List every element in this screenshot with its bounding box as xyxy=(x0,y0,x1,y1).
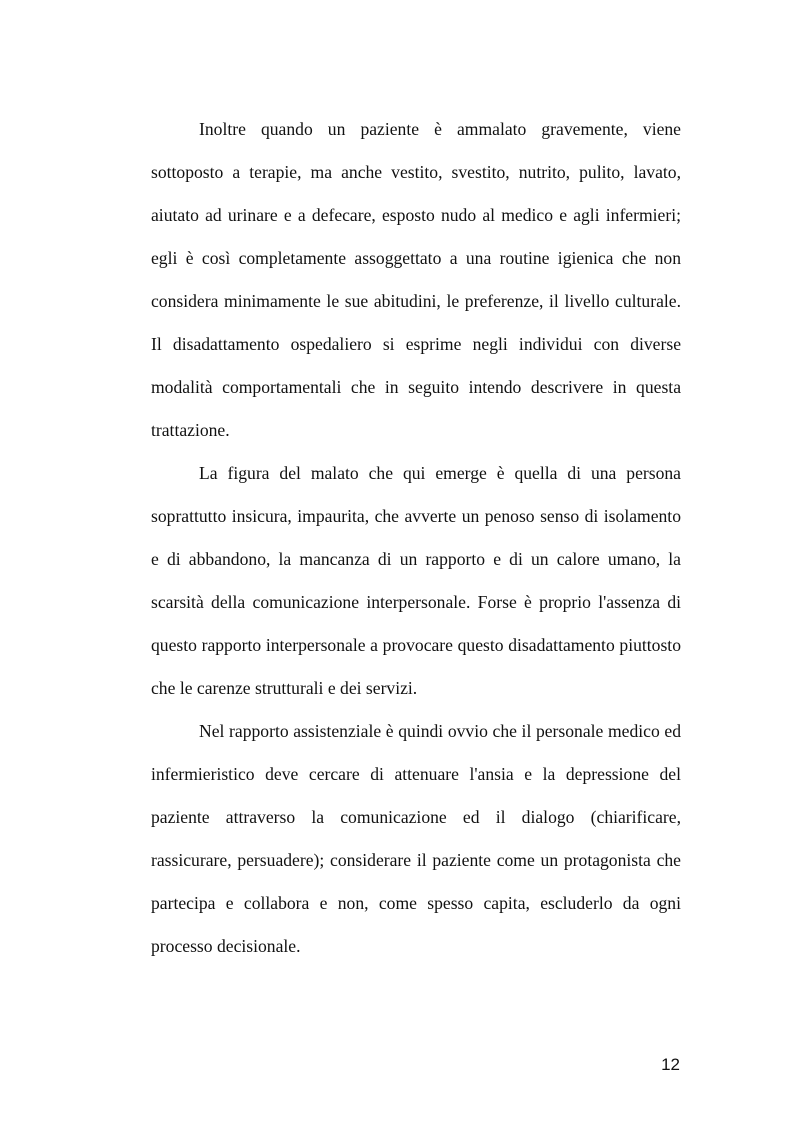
paragraph-1: Inoltre quando un paziente è ammalato gravemente, viene sottoposto a terapie, ma anche vestito, svestito, nutrito, pulito, lavato, aiutato ad urinare e a defecare, esposto nudo al medico e agli infermieri; egli è così completamente assoggettato a una routine igienica che non considera minimamente le sue abitudini, le preferenze, il livello culturale. Il disadattamento ospedaliero si esprime negli individui con diverse modalità comportamentali che in seguito intendo descrivere in questa trattazione. xyxy=(151,119,681,440)
body-text xyxy=(151,108,681,968)
paragraph-2: La figura del malato che qui emerge è quella di una persona soprattutto insicura, impaurita, che avverte un penoso senso di isolamento e di abbandono, la mancanza di un rapporto e di un calore umano, la scarsità della comunicazione interpersonale. Forse è proprio l'assenza di questo rapporto interpersonale a provocare questo disadattamento piuttosto che le carenze strutturali e dei servizi. xyxy=(151,463,681,698)
page-number: 12 xyxy=(661,1055,680,1074)
paragraph-3: Nel rapporto assistenziale è quindi ovvio che il personale medico ed infermieristico deve cercare di attenuare l'ansia e la depressione del paziente attraverso la comunicazione ed il dialogo (chiarificare, rassicurare, persuadere); considerare il paziente come un protagonista che partecipa e collabora e non, come spesso capita, escluderlo da ogni processo decisionale. xyxy=(151,721,681,956)
